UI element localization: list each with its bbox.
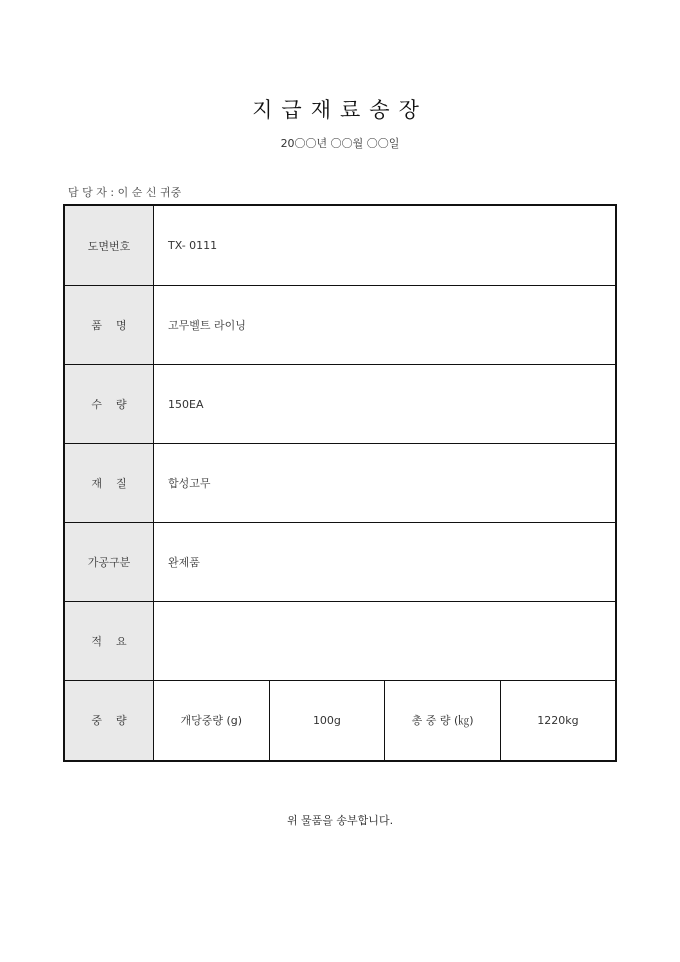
row-value-remarks bbox=[154, 601, 617, 680]
table-row bbox=[64, 205, 616, 286]
total-weight-label: 총 중 량 (㎏) bbox=[385, 680, 501, 761]
row-label-drawing-number: 도면번호 bbox=[64, 205, 154, 286]
document-title: 지급재료송장 bbox=[252, 98, 428, 122]
row-value-processing-type: 완제품 bbox=[154, 522, 617, 601]
table-row bbox=[64, 680, 616, 761]
row-label-item-name: 품 명 bbox=[64, 286, 154, 365]
row-label-processing-type: 가공구분 bbox=[64, 522, 154, 601]
row-value-drawing-number: TX- 0111 bbox=[154, 205, 617, 286]
table-row bbox=[64, 365, 616, 444]
footer-note: 위 물품을 송부합니다. bbox=[286, 814, 394, 827]
row-value-item-name: 고무벨트 라이닝 bbox=[154, 286, 617, 365]
table-row bbox=[64, 601, 616, 680]
unit-weight-value: 100g bbox=[269, 680, 385, 761]
table-row bbox=[64, 444, 616, 523]
row-label-weight: 중 량 bbox=[64, 680, 154, 761]
unit-weight-label: 개당중량 (g) bbox=[154, 680, 270, 761]
row-label-quantity: 수 량 bbox=[64, 365, 154, 444]
row-label-material: 재 질 bbox=[64, 444, 154, 523]
row-value-quantity: 150EA bbox=[154, 365, 617, 444]
total-weight-value: 1220kg bbox=[500, 680, 616, 761]
invoice-table bbox=[63, 204, 617, 762]
table-row bbox=[64, 286, 616, 365]
document-date: 20〇〇년 〇〇월 〇〇일 bbox=[280, 137, 400, 150]
manager-line: 담 당 자 : 이 순 신 귀중 bbox=[68, 186, 182, 199]
table-row bbox=[64, 522, 616, 601]
row-value-material: 합성고무 bbox=[154, 444, 617, 523]
row-label-remarks: 적 요 bbox=[64, 601, 154, 680]
